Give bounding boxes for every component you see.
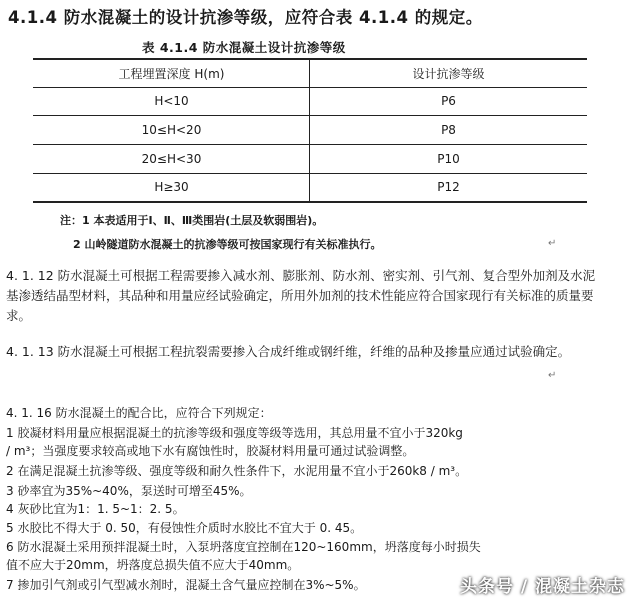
- clause-4-1-16-item: 7 掺加引气剂或引气型减水剂时，混凝土含气量应控制在3%~5%。: [6, 578, 366, 592]
- table-note-2: 2 山岭隧道防水混凝土的抗渗等级可按国家现行有关标准执行。: [73, 238, 382, 251]
- paragraph-mark-icon: ↵: [548, 370, 557, 381]
- table-row-rule: [33, 173, 587, 174]
- table-cell-grade: P12: [437, 180, 460, 194]
- clause-4-1-16-item: 1 胶凝材料用量应根据混凝土的抗渗等级和强度等级等选用，其总用量不宜小于320kg: [6, 426, 463, 440]
- table-cell-grade: P8: [441, 123, 456, 137]
- watermark: 头条号 / 混凝土杂志: [459, 577, 625, 597]
- clause-4-1-16-item: / m³；当强度要求较高或地下水有腐蚀性时，胶凝材料用量可通过试验调整。: [6, 444, 415, 458]
- table-caption: 表 4.1.4 防水混凝土设计抗渗等级: [142, 40, 346, 55]
- clause-4-1-16-intro: 4. 1. 16 防水混凝土的配合比，应符合下列规定：: [6, 406, 272, 420]
- table-cell-grade: P6: [441, 94, 456, 108]
- clause-4-1-16-item: 6 防水混凝土采用预拌混凝土时，入泵坍落度宜控制在120~160mm，坍落度每小时损失: [6, 540, 481, 554]
- table-note-1: 注：1 本表适用于Ⅰ、Ⅱ、Ⅲ类围岩(土层及软弱围岩)。: [60, 214, 324, 227]
- clause-4-1-16-item: 2 在满足混凝土抗渗等级、强度等级和耐久性条件下，水泥用量不宜小于260k8 / m³。: [6, 464, 468, 478]
- clause-4-1-16-item: 4 灰砂比宜为1：1. 5~1：2. 5。: [6, 502, 185, 516]
- table-cell-grade: P10: [437, 152, 460, 166]
- paragraph-mark-icon: ↵: [548, 238, 557, 249]
- table-cell-depth: H≥30: [154, 180, 189, 194]
- table-cell-depth: 10≤H<20: [141, 123, 202, 137]
- clause-4-1-12: 4. 1. 12 防水混凝土可根据工程需要掺入减水剂、膨胀剂、防水剂、密实剂、引气剂、复合型外加剂及水泥基渗透结晶型材料，其品种和用量应经试验确定，所用外加剂的技术性能应符合国家现行有关标准的质量要求。: [6, 268, 596, 323]
- section-heading: 4.1.4 防水混凝土的设计抗渗等级，应符合表 4.1.4 的规定。: [8, 8, 483, 27]
- table-row-rule: [33, 144, 587, 145]
- table-row-rule: [33, 115, 587, 116]
- table-header-grade: 设计抗渗等级: [412, 67, 485, 81]
- clause-4-1-16-item: 3 砂率宜为35%~40%，泵送时可增至45%。: [6, 484, 252, 498]
- clause-4-1-16-item: 值不应大于20mm，坍落度总损失值不应大于40mm。: [6, 558, 300, 572]
- table-cell-depth: H<10: [154, 94, 189, 108]
- table-cell-depth: 20≤H<30: [141, 152, 202, 166]
- clause-4-1-16-item: 5 水胶比不得大于 0. 50，有侵蚀性介质时水胶比不宜大于 0. 45。: [6, 521, 363, 535]
- table-top-rule: [33, 58, 587, 60]
- table-header-depth: 工程埋置深度 H(m): [118, 67, 225, 81]
- table-bottom-rule: [33, 201, 587, 203]
- clause-4-1-13: 4. 1. 13 防水混凝土可根据工程抗裂需要掺入合成纤维或钢纤维，纤维的品种及掺量应通过试验确定。: [6, 344, 571, 359]
- table-header-rule: [33, 87, 587, 88]
